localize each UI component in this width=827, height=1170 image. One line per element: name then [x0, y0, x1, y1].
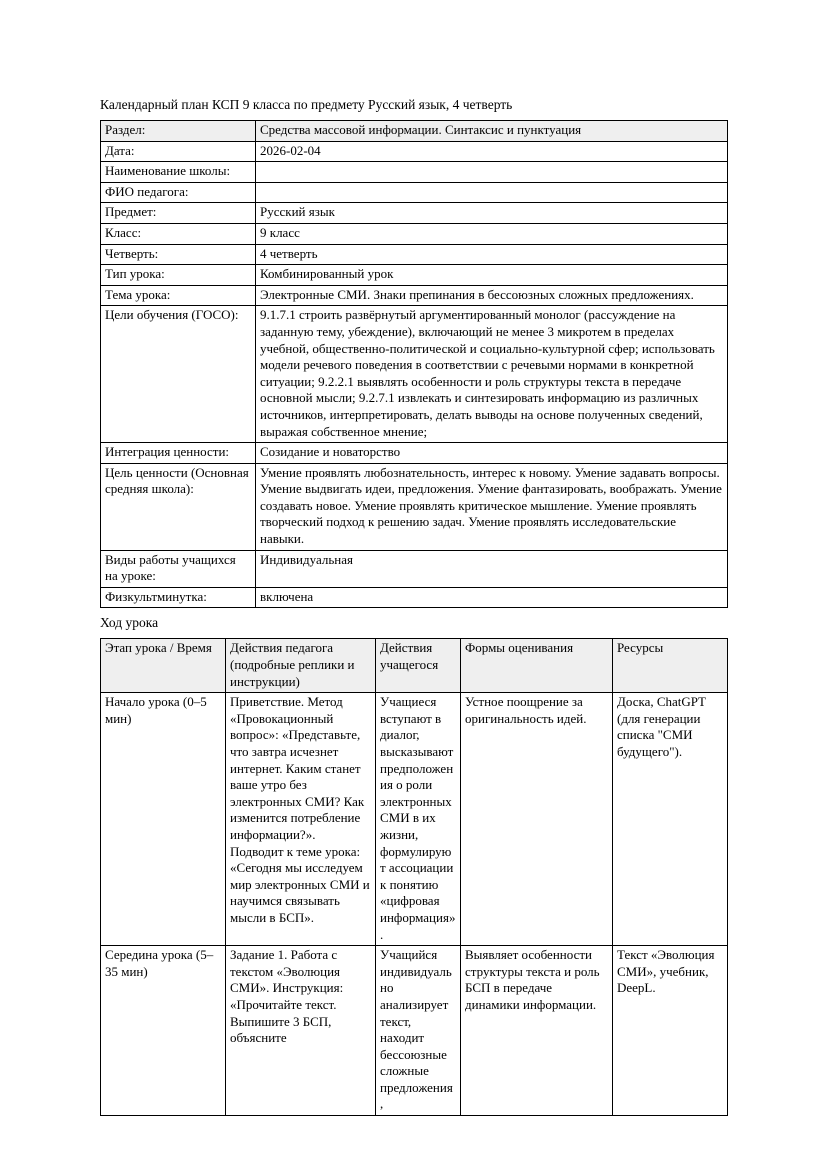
lesson-info-body — [101, 121, 728, 608]
table-row — [101, 244, 728, 265]
column-header-assessment: Формы оценивания — [461, 639, 613, 693]
cell-teacher-actions: Задание 1. Работа с текстом «Эволюция СМИ». Инструкция: «Прочитайте текст. Выпишите 3 БСП, объясните — [226, 946, 376, 1116]
info-value: Средства массовой информации. Синтаксис и пунктуация — [256, 121, 728, 142]
info-value — [256, 162, 728, 183]
info-label: Интеграция ценности: — [101, 443, 256, 464]
info-value: включена — [256, 587, 728, 608]
column-header-teacher-actions: Действия педагога (подробные реплики и инструкции) — [226, 639, 376, 693]
cell-resources: Доска, ChatGPT (для генерации списка "СМИ будущего"). — [613, 693, 728, 946]
table-row — [101, 141, 728, 162]
lesson-info-table — [100, 120, 728, 608]
info-label: Предмет: — [101, 203, 256, 224]
info-value: Индивидуальная — [256, 550, 728, 587]
table-row — [101, 463, 728, 550]
info-value: 4 четверть — [256, 244, 728, 265]
info-label: Цель ценности (Основная средняя школа): — [101, 463, 256, 550]
table-row — [101, 946, 728, 1116]
info-label: Дата: — [101, 141, 256, 162]
column-header-resources: Ресурсы — [613, 639, 728, 693]
column-header-student-actions: Действия учащегося — [376, 639, 461, 693]
column-header-stage: Этап урока / Время — [101, 639, 226, 693]
cell-stage: Начало урока (0–5 мин) — [101, 693, 226, 946]
table-row — [101, 550, 728, 587]
info-value: 9.1.7.1 строить развёрнутый аргументированный монолог (рассуждение на заданную тему, убеждение), включающий не менее 3 микротем в пределах учебной, общественно-политической и социально-культурной сфер; использовать модели речевого поведения в соответствии с речевыми нормами в конкретной ситуации; 9.2.2.1 выявлять особенности и роль структуры текста в передаче основной мысли; 9.2.7.1 извлекать и синтезировать информацию из различных источников, интерпретировать, делать выводы на основе полученных сведений, выражая собственное мнение; — [256, 306, 728, 443]
lesson-flow-heading: Ход урока — [100, 615, 159, 631]
info-label: Цели обучения (ГОСО): — [101, 306, 256, 443]
info-label: Раздел: — [101, 121, 256, 142]
info-label: Виды работы учащихся на уроке: — [101, 550, 256, 587]
lesson-flow-body — [101, 693, 728, 1116]
info-value: Русский язык — [256, 203, 728, 224]
info-value: 9 класс — [256, 223, 728, 244]
table-row — [101, 443, 728, 464]
info-label: Наименование школы: — [101, 162, 256, 183]
info-value: Электронные СМИ. Знаки препинания в бессоюзных сложных предложениях. — [256, 285, 728, 306]
table-row — [101, 285, 728, 306]
info-value: Комбинированный урок — [256, 265, 728, 286]
cell-student-actions: Учащиеся вступают в диалог, высказывают предположения о роли электронных СМИ в их жизни, формулируют ассоциации к понятию «цифровая информация». — [376, 693, 461, 946]
cell-teacher-actions: Приветствие. Метод «Провокационный вопрос»: «Представьте, что завтра исчезнет интернет. Каким станет ваше утро без электронных СМИ? Как изменится потребление информации?». Подводит к теме урока: «Сегодня мы исследуем мир электронных СМИ и научимся связывать мысли в БСП». — [226, 693, 376, 946]
table-row — [101, 223, 728, 244]
lesson-flow-table — [100, 638, 728, 1116]
info-label: Тип урока: — [101, 265, 256, 286]
table-row — [101, 121, 728, 142]
info-value: Созидание и новаторство — [256, 443, 728, 464]
cell-assessment: Устное поощрение за оригинальность идей. — [461, 693, 613, 946]
table-row — [101, 306, 728, 443]
info-value: Умение проявлять любознательность, интерес к новому. Умение задавать вопросы. Умение выдвигать идеи, предложения. Умение фантазировать, воображать. Умение создавать новое. Умение проявлять критическое мышление. Умение проявлять творческий подход к решению задач. Умение проявлять исследовательские навыки. — [256, 463, 728, 550]
info-value — [256, 182, 728, 203]
info-label: Четверть: — [101, 244, 256, 265]
table-row — [101, 182, 728, 203]
info-value: 2026-02-04 — [256, 141, 728, 162]
table-row — [101, 587, 728, 608]
table-row — [101, 162, 728, 183]
cell-stage: Середина урока (5–35 мин) — [101, 946, 226, 1116]
info-label: Физкультминутка: — [101, 587, 256, 608]
cell-resources: Текст «Эволюция СМИ», учебник, DeepL. — [613, 946, 728, 1116]
table-row — [101, 203, 728, 224]
table-row — [101, 693, 728, 946]
cell-student-actions: Учащийся индивидуально анализирует текст, находит бессоюзные сложные предложения, — [376, 946, 461, 1116]
table-header-row — [101, 639, 728, 693]
cell-assessment: Выявляет особенности структуры текста и роль БСП в передаче динамики информации. — [461, 946, 613, 1116]
table-row — [101, 265, 728, 286]
lesson-flow-header — [101, 639, 728, 693]
info-label: Класс: — [101, 223, 256, 244]
info-label: ФИО педагога: — [101, 182, 256, 203]
page-title: Календарный план КСП 9 класса по предмету Русский язык, 4 четверть — [100, 97, 513, 112]
info-label: Тема урока: — [101, 285, 256, 306]
